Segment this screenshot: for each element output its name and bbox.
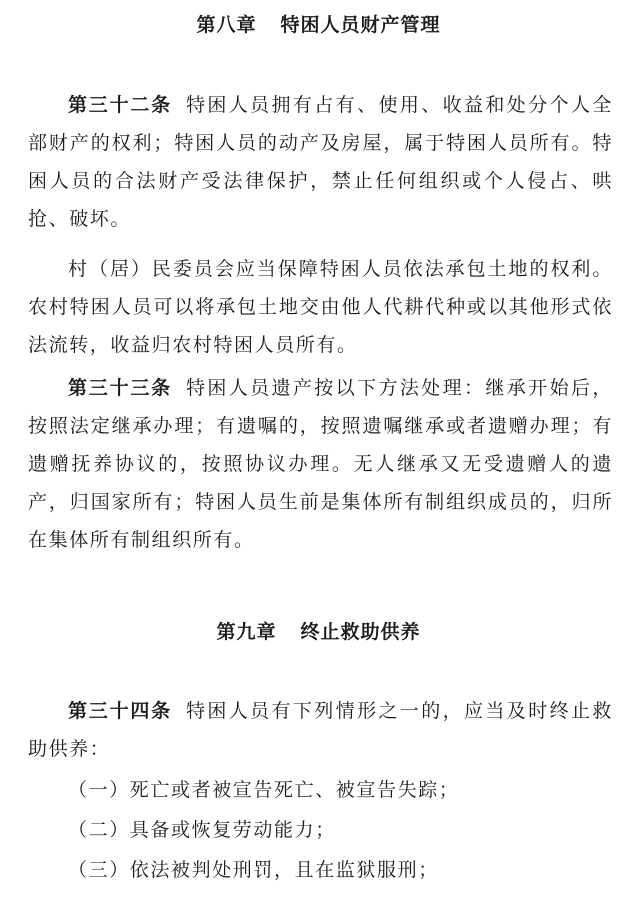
chapter-8-number: 第八章 — [196, 14, 257, 36]
article-34-number: 第三十四条 — [68, 700, 172, 722]
article-32-number: 第三十二条 — [68, 94, 172, 116]
article-32-paragraph-1 — [28, 86, 613, 238]
article-32-text: 特困人员拥有占有、使用、收益和处分个人全部财产的权利；特困人员的动产及房屋，属于特困人员所有。特困人员的合法财产受法律保护，禁止任何组织或个人侵占、哄抢、破坏。 — [28, 94, 613, 230]
article-32-paragraph-2 — [28, 250, 613, 364]
article-32-para-2-text: 村（居）民委员会应当保障特困人员依法承包土地的权利。农村特困人员可以将承包土地交由他人代耕代种或以其他形式依法流转，收益归农村特困人员所有。 — [28, 258, 613, 356]
article-34-item-3: （三）依法被判处刑罚，且在监狱服刑； — [68, 859, 439, 881]
article-34-text: 特困人员有下列情形之一的，应当及时终止救助供养： — [28, 700, 613, 760]
article-34-item-1: （一）死亡或者被宣告死亡、被宣告失踪； — [68, 779, 460, 801]
article-34-paragraph — [28, 692, 613, 768]
article-34-item — [68, 851, 613, 889]
article-33-paragraph — [28, 369, 613, 559]
article-33-text: 特困人员遗产按以下方法处理：继承开始后，按照法定继承办理；有遗嘱的，按照遗嘱继承或者遗赠办理；有遗赠抚养协议的，按照协议办理。无人继承又无受遗赠人的遗产，归国家所有；特困人员生前是集体所有制组织成员的，归所在集体所有制组织所有。 — [28, 377, 613, 551]
chapter-9-title: 终止救助供养 — [300, 621, 421, 643]
article-34-item — [68, 811, 613, 849]
chapter-8-title: 特困人员财产管理 — [280, 14, 441, 36]
article-34-item-2: （二）具备或恢复劳动能力； — [68, 819, 336, 841]
article-34-item — [68, 771, 613, 809]
article-33-number: 第三十三条 — [68, 377, 172, 399]
chapter-9-number: 第九章 — [216, 621, 277, 643]
chapter-9-heading — [0, 617, 637, 644]
chapter-8-heading — [0, 10, 637, 37]
